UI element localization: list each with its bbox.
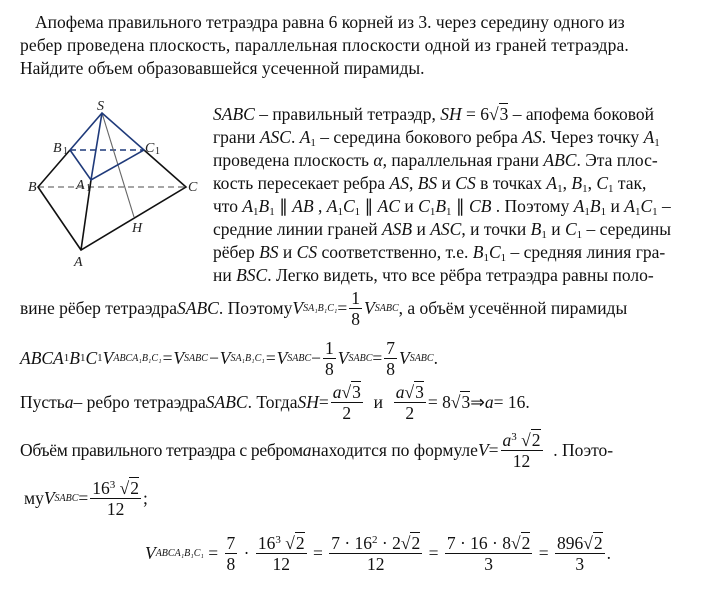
solution-line-1: SABC – правильный тетраэдр, SH = 6√3 – апофема боковой [213,104,654,124]
label-B: B [28,180,37,195]
solution-line-13: му V SABC = $\frac{16^3 √2}{12}$ ; [24,477,148,519]
label-C1: C [145,141,155,156]
svg-text:1: 1 [63,146,68,157]
label-B1: B [53,141,62,156]
label-C: C [188,180,198,195]
solution-line-11: Пусть a – ребро тетраэдра SABC . Тогда SH = $\frac{a√3}{2}$ и $\frac{a√3}{2}$ = 8 √ 3 ⇒ a = 16. [20,381,530,423]
solution-line-2: грани ASC. $A_1$ – середина бокового ребра AS. Через точку $A_1$ [213,127,660,149]
solution-line-5: что $A_1B_1$ ∥ AB , $A_1C_1$ ∥ AC и $C_1B_1$ ∥ CB . Поэтому $A_1B_1$ и $A_1C_1$ – [213,196,671,218]
problem-line-2: ребер проведена плоскость, параллельная плоскости одной из граней тетраэдра. [20,35,629,55]
svg-text:1: 1 [86,183,91,194]
fraction-one-eighth: $\frac{1}{8}$ [351,287,361,329]
solution-line-3: проведена плоскость α, параллельная грани ABC. Эта плос- [213,150,658,170]
svg-text:1: 1 [155,146,160,157]
solution-line-6: средние линии граней ASB и ASC, и точки $B_1$ и $C_1$ – середины [213,219,672,241]
solution-line-4: кость пересекает ребра AS, BS и CS в точках $A_1$, $B_1$, $C_1$ так, [213,173,647,195]
problem-line-3: Найдите объем образовавшейся усеченной пирамиды. [20,58,425,78]
solution-line-7: рёбер BS и CS соответственно, т.е. $B_1C_1$ – средняя линия гра- [213,242,666,264]
solution-line-14: V ABCA₁B₁C₁ = $\frac{7}{8}$ · $\frac{16^3 √2}{12}$ = $\frac{7 \cdot 16^2 \cdot 2√2}{12}$ = $\frac{7 \cdot 16 \cdot 8√2}{3}$ = $\frac{896√2}{3}$ . [145,532,611,574]
solution-line-10: ABCA 1 B 1 C 1 V ABCA₁B₁C₁ =V SABC −V SA₁B₁C₁ =V SABC − $\frac{1}{8}$ V SABC = $\frac{7}{8}$ V SABC . [20,337,438,379]
label-A: A [74,255,83,270]
solution-line-8: ни BSC. Легко видеть, что все рёбра тетраэдра равны поло- [213,265,654,285]
solution-line-12: Объём правильного тетраэдра с ребром a находится по формуле V = $\frac{a^3 √2}{12}$ . Поэто- [20,429,614,471]
label-A1: A [76,178,85,193]
problem-line-1: Апофема правильного тетраэдра равна 6 корней из 3. через середину одного из [35,12,625,32]
label-S: S [97,99,104,114]
solution-line-9: вине рёбер тетраэдра SABC . Поэтому V SA₁B₁C₁ = $\frac{1}{8}$ V SABC , а объём усечённой пирамиды [20,287,628,329]
tetrahedron-diagram [0,90,215,270]
label-H: H [132,221,143,236]
